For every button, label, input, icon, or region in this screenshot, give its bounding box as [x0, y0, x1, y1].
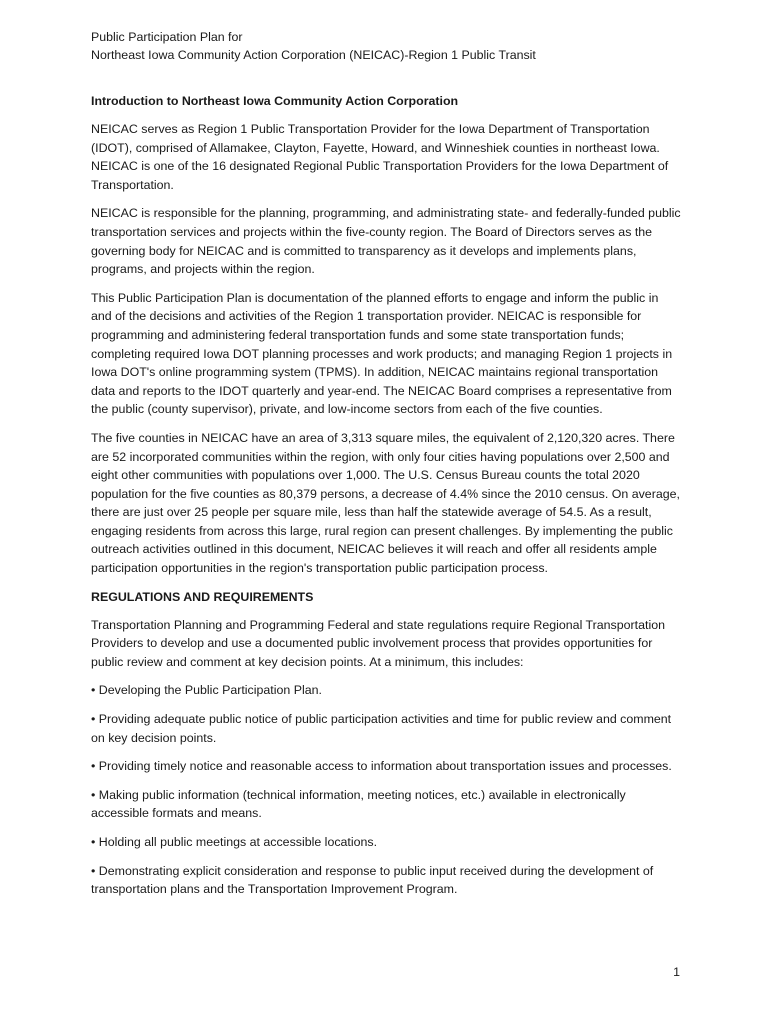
regulations-heading: REGULATIONS AND REQUIREMENTS	[91, 589, 314, 604]
regulation-bullet-2: • Providing adequate public notice of public participation activities and time for public review and comment on key decision points.	[91, 712, 672, 745]
intro-paragraph-4: The five counties in NEICAC have an area of 3,313 square miles, the equivalent of 2,120,320 acres. There are 52 incorporated communities within the region, with only four cities having populations over 2,500 and eight other communities with populations over 1,000. The U.S. Census Bureau counts the total 2020 population for the five counties as 80,379 persons, a decrease of 4.4% since the 2010 census. On average, there are just over 25 people per square mile, less than half the statewide average of 54.5. As a result, engaging residents from across this large, rural region can present challenges. By implementing the public outreach activities outlined in this document, NEICAC believes it will reach and offer all residents ample participation opportunities in the region's transportation public participation process.	[91, 430, 680, 576]
header-line-2: Northeast Iowa Community Action Corporation (NEICAC)-Region 1 Public Transit	[91, 48, 536, 62]
intro-paragraph-2: NEICAC is responsible for the planning, programming, and administrating state- and federally-funded public transportation services and projects within the five-county region. The Board of Directors serves as the governing body for NEICAC and is committed to transparency as it develops and implements plans, programs, and projects within the region.	[91, 206, 681, 277]
regulation-bullet-5: • Holding all public meetings at accessible locations.	[91, 835, 378, 849]
header-line-1: Public Participation Plan for	[91, 30, 243, 44]
intro-heading: Introduction to Northeast Iowa Community Action Corporation	[91, 94, 459, 108]
regulation-bullet-3: • Providing timely notice and reasonable access to information about transportation issues and processes.	[91, 759, 672, 774]
regulations-intro: Transportation Planning and Programming Federal and state regulations require Regional Transportation Providers to develop and use a documented public involvement process that provides opportunities for public review and comment at key decision points. At a minimum, this includes:	[91, 617, 665, 669]
page-number: 1	[673, 965, 680, 979]
document-header	[91, 28, 681, 64]
intro-paragraph-3: This Public Participation Plan is documentation of the planned efforts to engage and inform the public in and of the decisions and activities of the Region 1 transportation provider. NEICAC is responsible for programming and administering federal transportation funds and some state transportation funds; completing required Iowa DOT planning processes and work products; and managing Region 1 projects in Iowa DOT's online programming system (TPMS). In addition, NEICAC maintains regional transportation data and reports to the IDOT quarterly and year-end. The NEICAC Board comprises a representative from the public (county supervisor), private, and low-income sectors from each of the five counties.	[91, 290, 673, 417]
intro-paragraph-1: NEICAC serves as Region 1 Public Transportation Provider for the Iowa Department of Transportation (IDOT), comprised of Allamakee, Clayton, Fayette, Howard, and Winneshiek counties in northeast Iowa. NEICAC is one of the 16 designated Regional Public Transportation Providers for the Iowa Department of Transportation.	[91, 122, 669, 192]
regulation-bullet-4: • Making public information (technical information, meeting notices, etc.) available in electronically accessible formats and means.	[91, 787, 626, 821]
document-page	[91, 28, 681, 899]
regulation-bullet-1: • Developing the Public Participation Plan.	[91, 683, 322, 698]
regulation-bullet-6: • Demonstrating explicit consideration and response to public input received during the development of transportation plans and the Transportation Improvement Program.	[91, 863, 654, 897]
